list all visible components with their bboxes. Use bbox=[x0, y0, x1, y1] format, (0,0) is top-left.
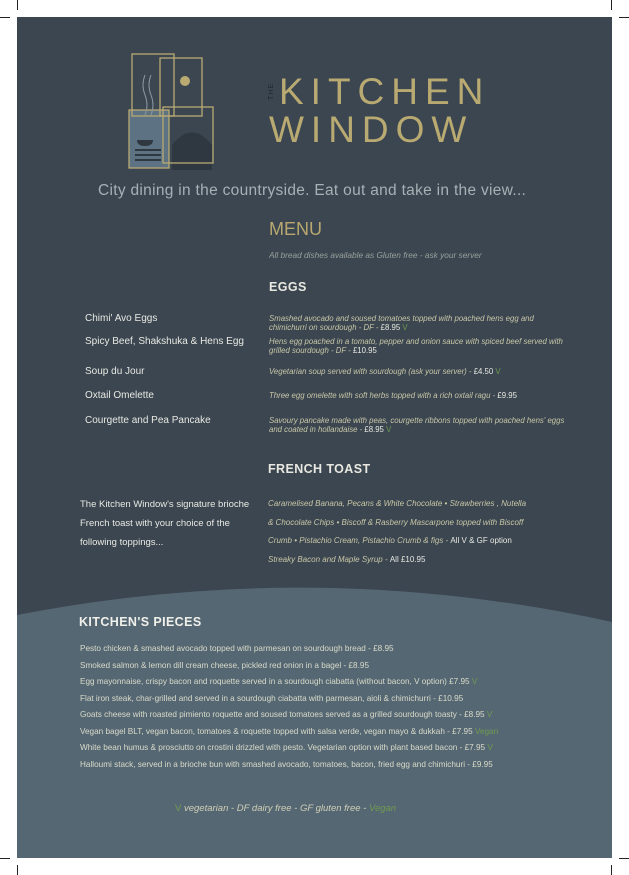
menu-item bbox=[80, 724, 498, 741]
menu-item bbox=[80, 658, 498, 675]
menu-item bbox=[80, 740, 498, 757]
dietary-mark: V bbox=[487, 743, 493, 752]
crop-mark bbox=[0, 17, 10, 18]
price: £4.50 bbox=[473, 367, 494, 376]
description-text: Smashed avocado and soused tomatoes topped with poached hens egg and chimichurri on sourdough - DF - bbox=[269, 314, 534, 332]
crop-mark bbox=[0, 858, 10, 859]
vegetarian-mark: V bbox=[386, 425, 392, 434]
topping-text: Streaky Bacon and Maple Syrup - bbox=[268, 554, 390, 564]
price: All £10.95 bbox=[389, 554, 426, 564]
menu-title: MENU bbox=[269, 219, 322, 239]
topping-line: Caramelised Banana, Pecans & White Chocolate • Strawberries , Nutella bbox=[268, 499, 527, 508]
dietary-mark: Vegan bbox=[474, 726, 499, 736]
item-text: Halloumi stack, served in a brioche bun with smashed avocado, tomatoes, bacon, fried egg and chimichuri - £9.95 bbox=[80, 759, 493, 769]
crop-mark bbox=[619, 858, 629, 859]
kitchens-pieces-heading: KITCHEN'S PIECES bbox=[79, 615, 202, 629]
crop-mark bbox=[611, 865, 612, 875]
brand-window: WINDOW bbox=[269, 109, 474, 150]
vegan-mark: Vegan bbox=[368, 803, 397, 814]
vegetarian-mark: V bbox=[495, 367, 501, 376]
french-toast-intro: The Kitchen Window's signature brioche French toast with your choice of the following toppings... bbox=[80, 499, 250, 548]
topping-line bbox=[268, 532, 526, 551]
logo-window-icon bbox=[127, 50, 217, 175]
brand-kitchen: KITCHEN bbox=[279, 71, 491, 112]
brand-the: THE bbox=[268, 83, 275, 100]
dish-name: Chimi' Avo Eggs bbox=[85, 313, 158, 324]
dish-description bbox=[269, 391, 569, 400]
dietary-mark: V bbox=[471, 677, 478, 686]
legend-text: vegetarian - DF dairy free - GF gluten free - bbox=[181, 803, 369, 814]
menu-item bbox=[80, 707, 498, 724]
item-text: Goats cheese with roasted pimiento roquette and soused tomatoes served as a grilled sourdough toasty - £8.95 bbox=[80, 710, 485, 719]
crop-mark bbox=[619, 17, 629, 18]
price: £8.95 bbox=[364, 425, 384, 434]
description-text: Vegetarian soup served with sourdough (ask your server) - bbox=[269, 367, 474, 376]
french-toast-toppings bbox=[268, 495, 526, 569]
gf-option: & GF option bbox=[466, 536, 512, 545]
item-text: Smoked salmon & lemon dill cream cheese, pickled red onion in a bagel - £8.95 bbox=[80, 660, 369, 670]
item-text: Vegan bagel BLT, vegan bacon, tomatoes & roquette topped with salsa verde, vegan mayo & dukkah - £7.95 bbox=[80, 726, 473, 736]
menu-item bbox=[80, 757, 498, 774]
menu-item bbox=[80, 691, 498, 708]
dish-description bbox=[269, 367, 569, 376]
menu-page bbox=[17, 17, 612, 858]
dish-name: Oxtail Omelette bbox=[85, 390, 154, 401]
dietary-legend bbox=[175, 803, 396, 814]
french-toast-heading: FRENCH TOAST bbox=[268, 462, 371, 476]
topping-text: Crumb • Pistachio Cream, Pistachio Crumb & figs - bbox=[268, 536, 451, 545]
dish-description bbox=[269, 337, 569, 355]
description-text: Three egg omelette with soft herbs topped with a rich oxtail ragu - bbox=[269, 391, 498, 400]
dish-description bbox=[269, 314, 569, 332]
crop-mark bbox=[17, 865, 18, 875]
vegetarian-mark: V bbox=[175, 803, 182, 814]
topping-line: & Chocolate Chips • Biscoff & Rasberry Mascarpone topped with Biscoff bbox=[268, 517, 524, 527]
menu-item bbox=[80, 674, 498, 691]
vegetarian-mark: V bbox=[402, 323, 408, 332]
price: £9.95 bbox=[497, 391, 517, 400]
item-text: Flat iron steak, char-grilled and served in a sourdough ciabatta with parmesan, aioli & chimichurri - £10.95 bbox=[80, 693, 464, 703]
description-text: Hens egg poached in a tomato, pepper and onion sauce with spiced beef served with grilled sourdough - DF - bbox=[269, 337, 563, 355]
dietary-mark: V bbox=[486, 710, 493, 719]
tagline: City dining in the countryside. Eat out and take in the view... bbox=[98, 182, 527, 199]
description-text: Savoury pancake made with peas, courgette ribbons topped with poached hens' eggs and coated in hollandaise - bbox=[269, 416, 565, 434]
gluten-free-note: All bread dishes available as Gluten free - ask your server bbox=[269, 250, 482, 260]
eggs-heading: EGGS bbox=[269, 280, 307, 294]
crop-mark bbox=[611, 0, 612, 10]
topping-line bbox=[268, 551, 526, 570]
item-text: Pesto chicken & smashed avocado topped with parmesan on sourdough bread - £8.95 bbox=[80, 644, 394, 653]
dish-description bbox=[269, 416, 569, 434]
crop-mark bbox=[17, 0, 18, 10]
item-text: Egg mayonnaise, crispy bacon and roquette served in a sourdough ciabatta (without bacon, V option) £7.95 bbox=[80, 677, 470, 686]
dish-name: Courgette and Pea Pancake bbox=[85, 415, 211, 426]
dish-name: Spicy Beef, Shakshuka & Hens Egg bbox=[85, 336, 244, 347]
price: £10.95 bbox=[352, 346, 377, 355]
dish-name: Soup du Jour bbox=[85, 366, 145, 377]
item-text: White bean humus & prosciutto on crostini drizzled with pesto. Vegetarian option with plant based bacon - £7.95 bbox=[80, 743, 486, 752]
kitchens-pieces-list bbox=[80, 641, 498, 773]
price: £8.95 bbox=[380, 323, 401, 332]
all-vegetarian-mark: All V bbox=[450, 536, 467, 545]
menu-item bbox=[80, 641, 498, 658]
